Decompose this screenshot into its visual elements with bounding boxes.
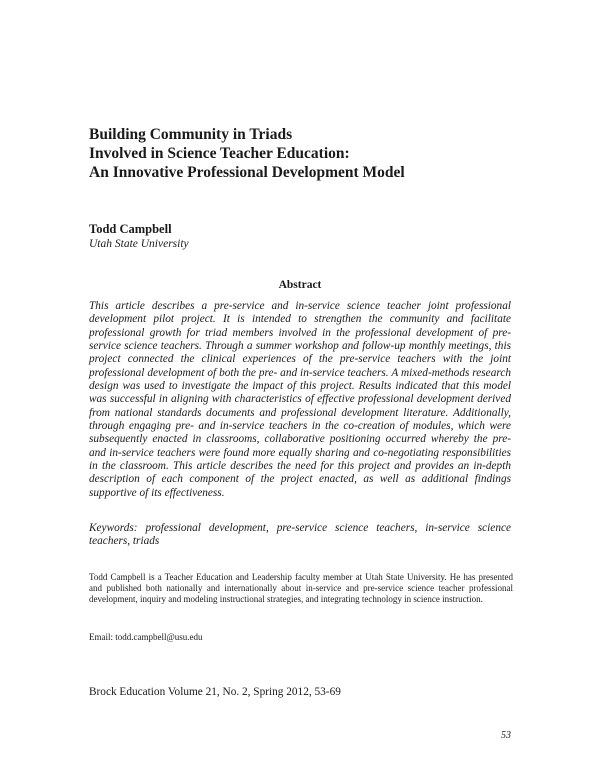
title-line-2: Involved in Science Teacher Education:: [89, 145, 350, 162]
author-bio: Todd Campbell is a Teacher Education and Leadership faculty member at Utah State University. He has presented and published both nationally and internationally about in-service and pre-service science teacher professional development, inquiry and modeling instructional strategies, and integrating technology in science instruction.: [89, 572, 513, 605]
title-line-1: Building Community in Triads: [89, 126, 293, 143]
title-line-3: An Innovative Professional Development Model: [89, 164, 405, 181]
author-name: Todd Campbell: [89, 222, 172, 236]
abstract-heading: Abstract: [278, 279, 322, 291]
abstract-text: This article describes a pre-service and in-service science teacher joint professional development pilot project. It is intended to strengthen the community and facilitate professional growth for triad members involved in the professional development of pre-service science teachers. Through a summer workshop and follow-up monthly meetings, this project connected the clinical experiences of the pre-service teachers with the joint professional development of both the pre- and in-service teachers. A mixed-methods research design was used to investigate the impact of this project. Results indicated that this model was successful in aligning with characteristics of effective professional development derived from national standards documents and professional development literature. Additionally, through engaging pre- and in-service teachers in the co-creation of modules, which were subsequently enacted in classrooms, collaborative positioning occurred whereby the pre- and in-service teachers were found more equally sharing and co-negotiating responsibilities in the classroom. This article describes the need for this project and provides an in-depth description of each component of the project enacted, as well as additional findings supportive of its effectiveness.: [89, 300, 511, 499]
article-title: [89, 125, 529, 182]
journal-citation: Brock Education Volume 21, No. 2, Spring 2012, 53-69: [89, 686, 341, 698]
page-number: 53: [501, 730, 511, 741]
author-affiliation: Utah State University: [89, 238, 189, 250]
author-email: Email: todd.campbell@usu.edu: [89, 632, 203, 642]
keywords: Keywords: professional development, pre-service science teachers, in-service science teachers, triads: [89, 522, 511, 548]
